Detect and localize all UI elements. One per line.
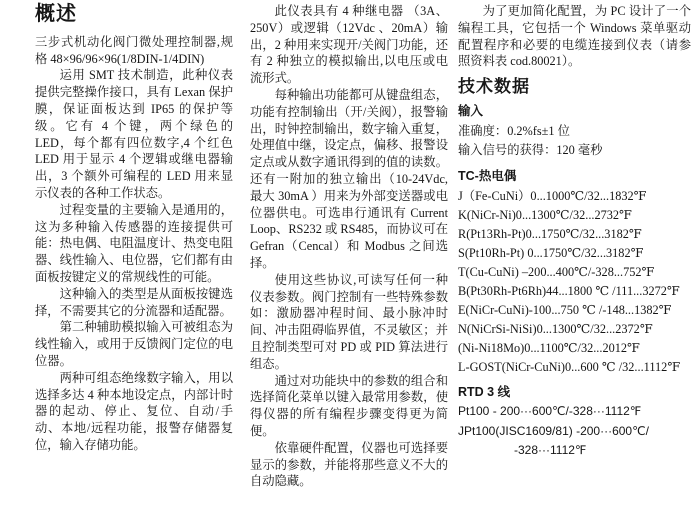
rtd-line: JPt100(JISC1609/81) -200···600℃/ [458,423,649,438]
rtd-line: Pt100 - 200···600℃/-328···1112℉ [458,404,642,419]
features-paragraph: 使用这些协议,可读写任何一种仪表参数。阀门控制有一些特殊参数如：激励器冲程时间、最小脉冲时间、冲击阻碍临界值，不灵敏区；并且控制类型可对 PD 或 PID 算法进行组态。 [250,272,448,371]
rtd-line-continuation: -328···1112℉ [514,443,587,458]
overview-paragraph: 这种输入的类型是从面板按键选择，不需要其它的分流器和适配器。 [35,286,233,318]
input-section-heading: 输入 [458,103,484,118]
tc-line: N(NiCrSi-NiSi)0...1300℃/32...2372℉ [458,321,653,336]
tc-line: R(Pt13Rh-Pt)0...1750℃/32...3182℉ [458,226,642,241]
tc-line: S(Pt10Rh-Pt) 0...1750℃/32...3182℉ [458,245,644,260]
features-paragraph: 每种输出功能都可从键盘组态，功能有控制输出（开/关阀），报警输出，时钟控制输出，数字输入重复，处理值中继，设定点，偏移、报警设定点或从数字通讯得到的值的读数。还有一附加的独立输出（10-24Vdc, 最大 30mA ）用来为外部变送器或电位器供电。可选串行通讯有 Current Loop、RS232 或 RS485，而协议可在 Gefran（Cencal）和 Modbus 之间选择。 [250,87,448,270]
overview-paragraph: 过程变量的主要输入是通用的，这为多种输入传感器的连接提供可能：热电偶、电阻温度计、热变电阻器、线性输入、电位器，它们都有由面板按键定义的常规线性的可能。 [35,202,233,284]
tc-range-list [458,187,691,377]
tc-line: T(Cu-CuNi) –200...400℃/-328...752℉ [458,264,655,279]
rtd-section-heading: RTD 3 线 [458,384,511,399]
tc-line: L-GOST(NiCr-CuNi)0...600 ℃ /32...1112℉ [458,359,681,374]
spec-line-accuracy: 准确度：0.2%fs±1 位 [458,123,570,138]
features-paragraph: 依靠硬件配置，仪器也可选择要显示的参数，并能将那些意义不大的自动隐藏。 [250,440,448,489]
rtd-range-list [458,402,691,461]
features-paragraph: 此仪表具有 4 种继电器 （3A、250V）或逻辑（12Vdc 、20mA）输出，2 种用来实现开/关阀门功能，还有 2 种独立的模拟输出,以电压或电流形式。 [250,4,448,86]
overview-paragraph: 三步式机动化阀门微处理控制器,规格 48×96/96×96(1/8DIN-1/4DIN) [35,34,233,66]
features-paragraph: 通过对功能块中的参数的组合和选择简化菜单以键入最常用参数，使得仪器的所有编程步骤变得更为简便。 [250,373,448,438]
technical-data-heading: 技术数据 [458,77,530,97]
input-spec-lines [458,122,691,161]
tc-line: (Ni-Ni18Mo)0...1100℃/32...2012℉ [458,340,640,355]
column-technical-data [458,0,691,461]
tc-line: E(NiCr-CuNi)-100...750 ℃ /-148...1382℉ [458,302,672,317]
tc-line: J（Fe-CuNi）0...1000℃/32...1832℉ [458,188,647,203]
overview-paragraph: 两种可组态绝缘数字输入，用以选择多达 4 种本地设定点，内部计时器的起动、停止、复位、自动/手动、本地/远程功能，报警存储器复位，输入存储功能。 [35,370,233,452]
tc-line: B(Pt30Rh-Pt6Rh)44...1800 ℃ /111...3272℉ [458,283,680,298]
overview-paragraph: 运用 SMT 技术制造，此种仪表提供完整操作接口，具有 Lexan 保护膜，保证面板达到 IP65 的保护等级。它有 4 个键，两个绿色的 LED，每个都有四位数字,4 个红色 LED 用于显示 4 个逻辑或继电器输出，3 个额外可编程的 LED 用来显示仪表的各种工作状态。 [35,68,233,200]
overview-paragraph: 第二种辅助模拟输入可被组态为线性输入，或用于反馈阀门定位的电位器。 [35,320,233,368]
tc-section-heading: TC-热电偶 [458,168,517,183]
overview-heading: 概述 [35,3,77,25]
tc-line: K(NiCr-Ni)0...1300℃/32...2732℉ [458,207,632,222]
column-overview [35,0,233,454]
spec-line-sampling: 输入信号的获得：120 毫秒 [458,143,603,158]
column-features [250,0,448,490]
pc-tool-paragraph: 为了更加简化配置，为 PC 设计了一个编程工具，它包括一个 Windows 菜单驱动配置程序和必要的电缆连接到仪表（请参照资料表 cod.80021）。 [458,4,691,69]
